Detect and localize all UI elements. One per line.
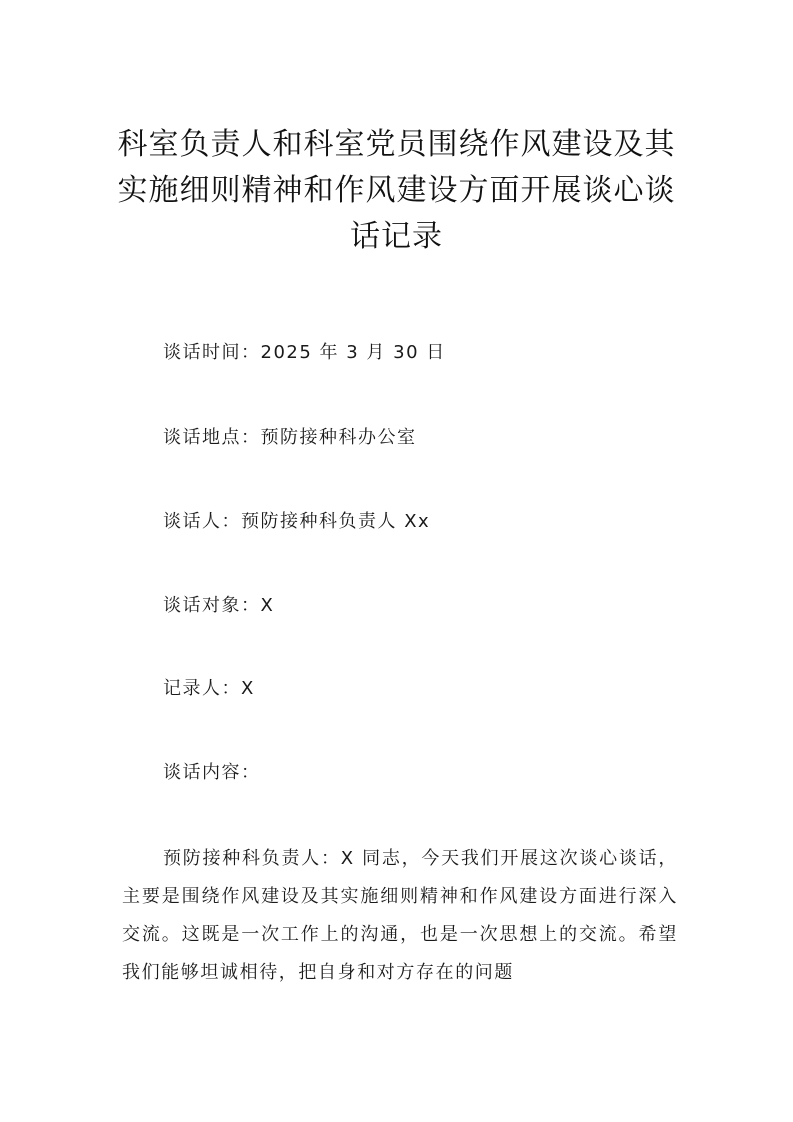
meta-value: 预防接种科办公室 (260, 427, 417, 448)
meta-value: X (241, 678, 255, 699)
meta-label: 谈话人： (163, 511, 241, 532)
meta-interviewee (163, 594, 274, 618)
meta-value: 2025 年 3 月 30 日 (260, 342, 446, 363)
meta-interview-time (163, 341, 446, 365)
meta-label: 记录人： (163, 678, 241, 699)
meta-value: X (260, 595, 275, 616)
meta-content-heading (163, 761, 261, 785)
meta-interview-location (163, 426, 417, 450)
meta-interviewer (163, 510, 430, 534)
meta-label: 谈话地点： (163, 427, 261, 448)
meta-recorder (163, 677, 255, 701)
body-paragraph: 预防接种科负责人：X 同志，今天我们开展这次谈心谈话，主要是围绕作风建设及其实施细则精神和作风建设方面进行深入交流。这既是一次工作上的沟通，也是一次思想上的交流。希望我们能够坦诚相待，把自身和对方存在的问题 (122, 848, 678, 983)
meta-label: 谈话对象： (163, 595, 261, 616)
document-title: 科室负责人和科室党员围绕作风建设及其实施细则精神和作风建设方面开展谈心谈话记录 (117, 127, 676, 254)
meta-label: 谈话时间： (163, 342, 261, 363)
meta-label: 谈话内容： (163, 762, 261, 783)
meta-value: 预防接种科负责人 Xx (241, 511, 431, 532)
